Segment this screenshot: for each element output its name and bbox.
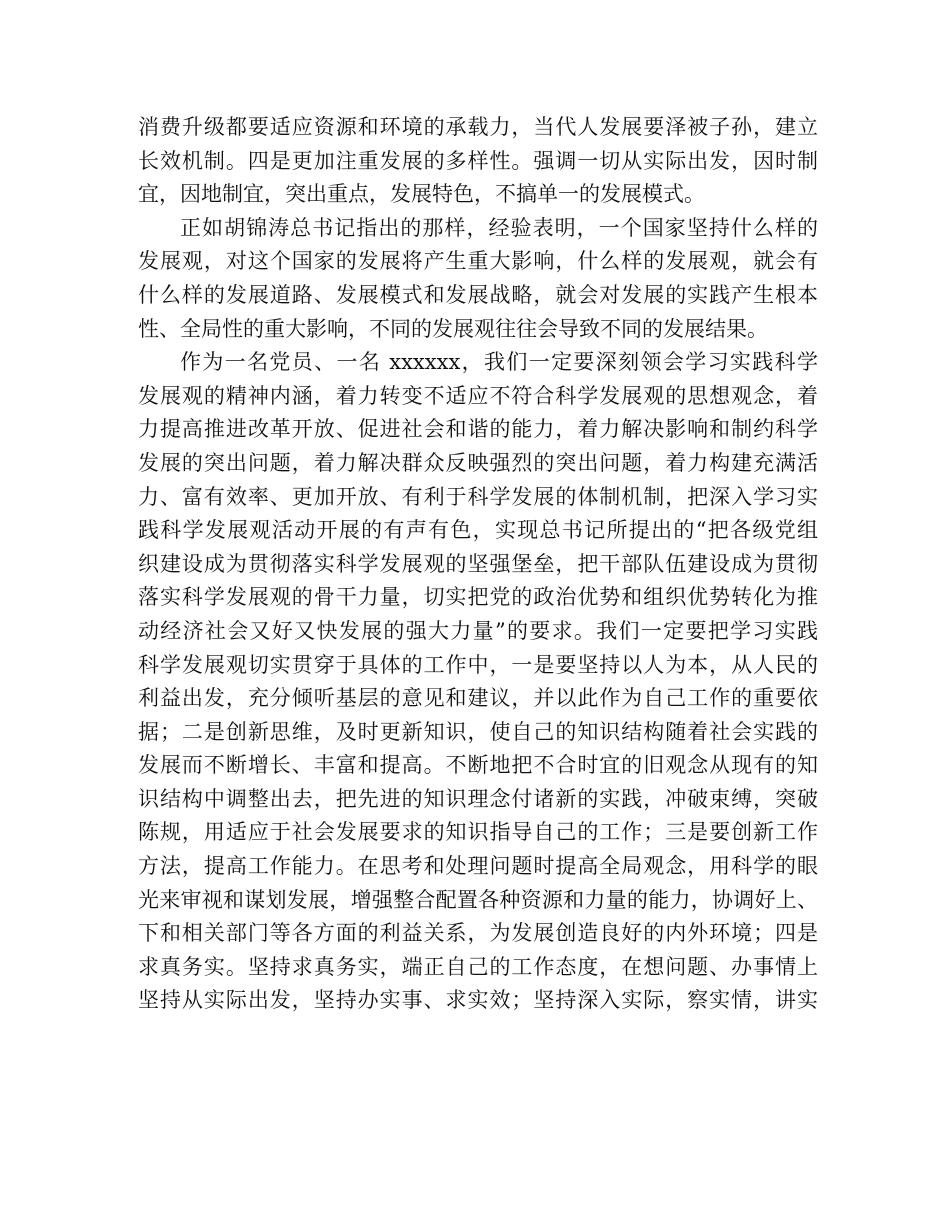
text-line: 动经济社会又好又快发展的强大力量”的要求。我们一定要把学习实践: [138, 618, 818, 643]
text-line: 正如胡锦涛总书记指出的那样，经验表明，一个国家坚持什么样的: [180, 215, 818, 240]
text-line: 科学发展观切实贯穿于具体的工作中，一是要坚持以人为本，从人民的: [138, 652, 818, 677]
text-line: 践科学发展观活动开展的有声有色，实现总书记所提出的“把各级党组: [138, 518, 818, 543]
text-line: 力提高推进改革开放、促进社会和谐的能力，着力解决影响和制约科学: [138, 417, 818, 442]
text-line: 性、全局性的重大影响，不同的发展观往往会导致不同的发展结果。: [138, 316, 768, 341]
text-line: 发展观的精神内涵，着力转变不适应不符合科学发展观的思想观念，着: [138, 383, 818, 408]
text-line: 求真务实。坚持求真务实，端正自己的工作态度，在想问题、办事情上: [138, 954, 818, 979]
text-line: 据；二是创新思维，及时更新知识，使自己的知识结构随着社会实践的: [138, 719, 818, 744]
text-line: 下和相关部门等各方面的利益关系，为发展创造良好的内外环境；四是: [138, 921, 818, 946]
text-line: 宜，因地制宜，突出重点，发展特色，不搞单一的发展模式。: [138, 182, 705, 207]
text-line: 方法，提高工作能力。在思考和处理问题时提高全局观念，用科学的眼: [138, 854, 818, 879]
text-line: 陈规，用适应于社会发展要求的知识指导自己的工作；三是要创新工作: [138, 820, 818, 845]
text-line: 利益出发，充分倾听基层的意见和建议，并以此作为自己工作的重要依: [138, 686, 818, 711]
text-line: 织建设成为贯彻落实科学发展观的坚强堡垒，把干部队伍建设成为贯彻: [138, 551, 818, 576]
text-line: 坚持从实际出发，坚持办实事、求实效；坚持深入实际，察实情，讲实: [138, 988, 818, 1013]
text-line: 力、富有效率、更加开放、有利于科学发展的体制机制，把深入学习实: [138, 484, 818, 509]
text-line: 发展的突出问题，着力解决群众反映强烈的突出问题，着力构建充满活: [138, 450, 818, 475]
text-line: 识结构中调整出去，把先进的知识理念付诸新的实践，冲破束缚，突破: [138, 786, 818, 811]
paragraph: [138, 346, 818, 1018]
text-line: 什么样的发展道路、发展模式和发展战略，就会对发展的实践产生根本: [138, 282, 818, 307]
text-line: 作为一名党员、一名 xxxxxx，我们一定要深刻领会学习实践科学: [180, 350, 818, 375]
text-line: 落实科学发展观的骨干力量，切实把党的政治优势和组织优势转化为推: [138, 585, 818, 610]
paragraph: [138, 212, 818, 346]
document-body: [138, 111, 818, 1018]
text-line: 消费升级都要适应资源和环境的承载力，当代人发展要泽被子孙，建立: [138, 115, 818, 139]
text-line: 光来审视和谋划发展，增强整合配置各种资源和力量的能力，协调好上、: [138, 887, 818, 912]
text-line: 发展观，对这个国家的发展将产生重大影响，什么样的发展观，就会有: [138, 249, 818, 274]
text-line: 发展而不断增长、丰富和提高。不断地把不合时宜的旧观念从现有的知: [138, 753, 818, 778]
paragraph: [138, 111, 818, 212]
text-line: 长效机制。四是更加注重发展的多样性。强调一切从实际出发，因时制: [138, 148, 818, 173]
